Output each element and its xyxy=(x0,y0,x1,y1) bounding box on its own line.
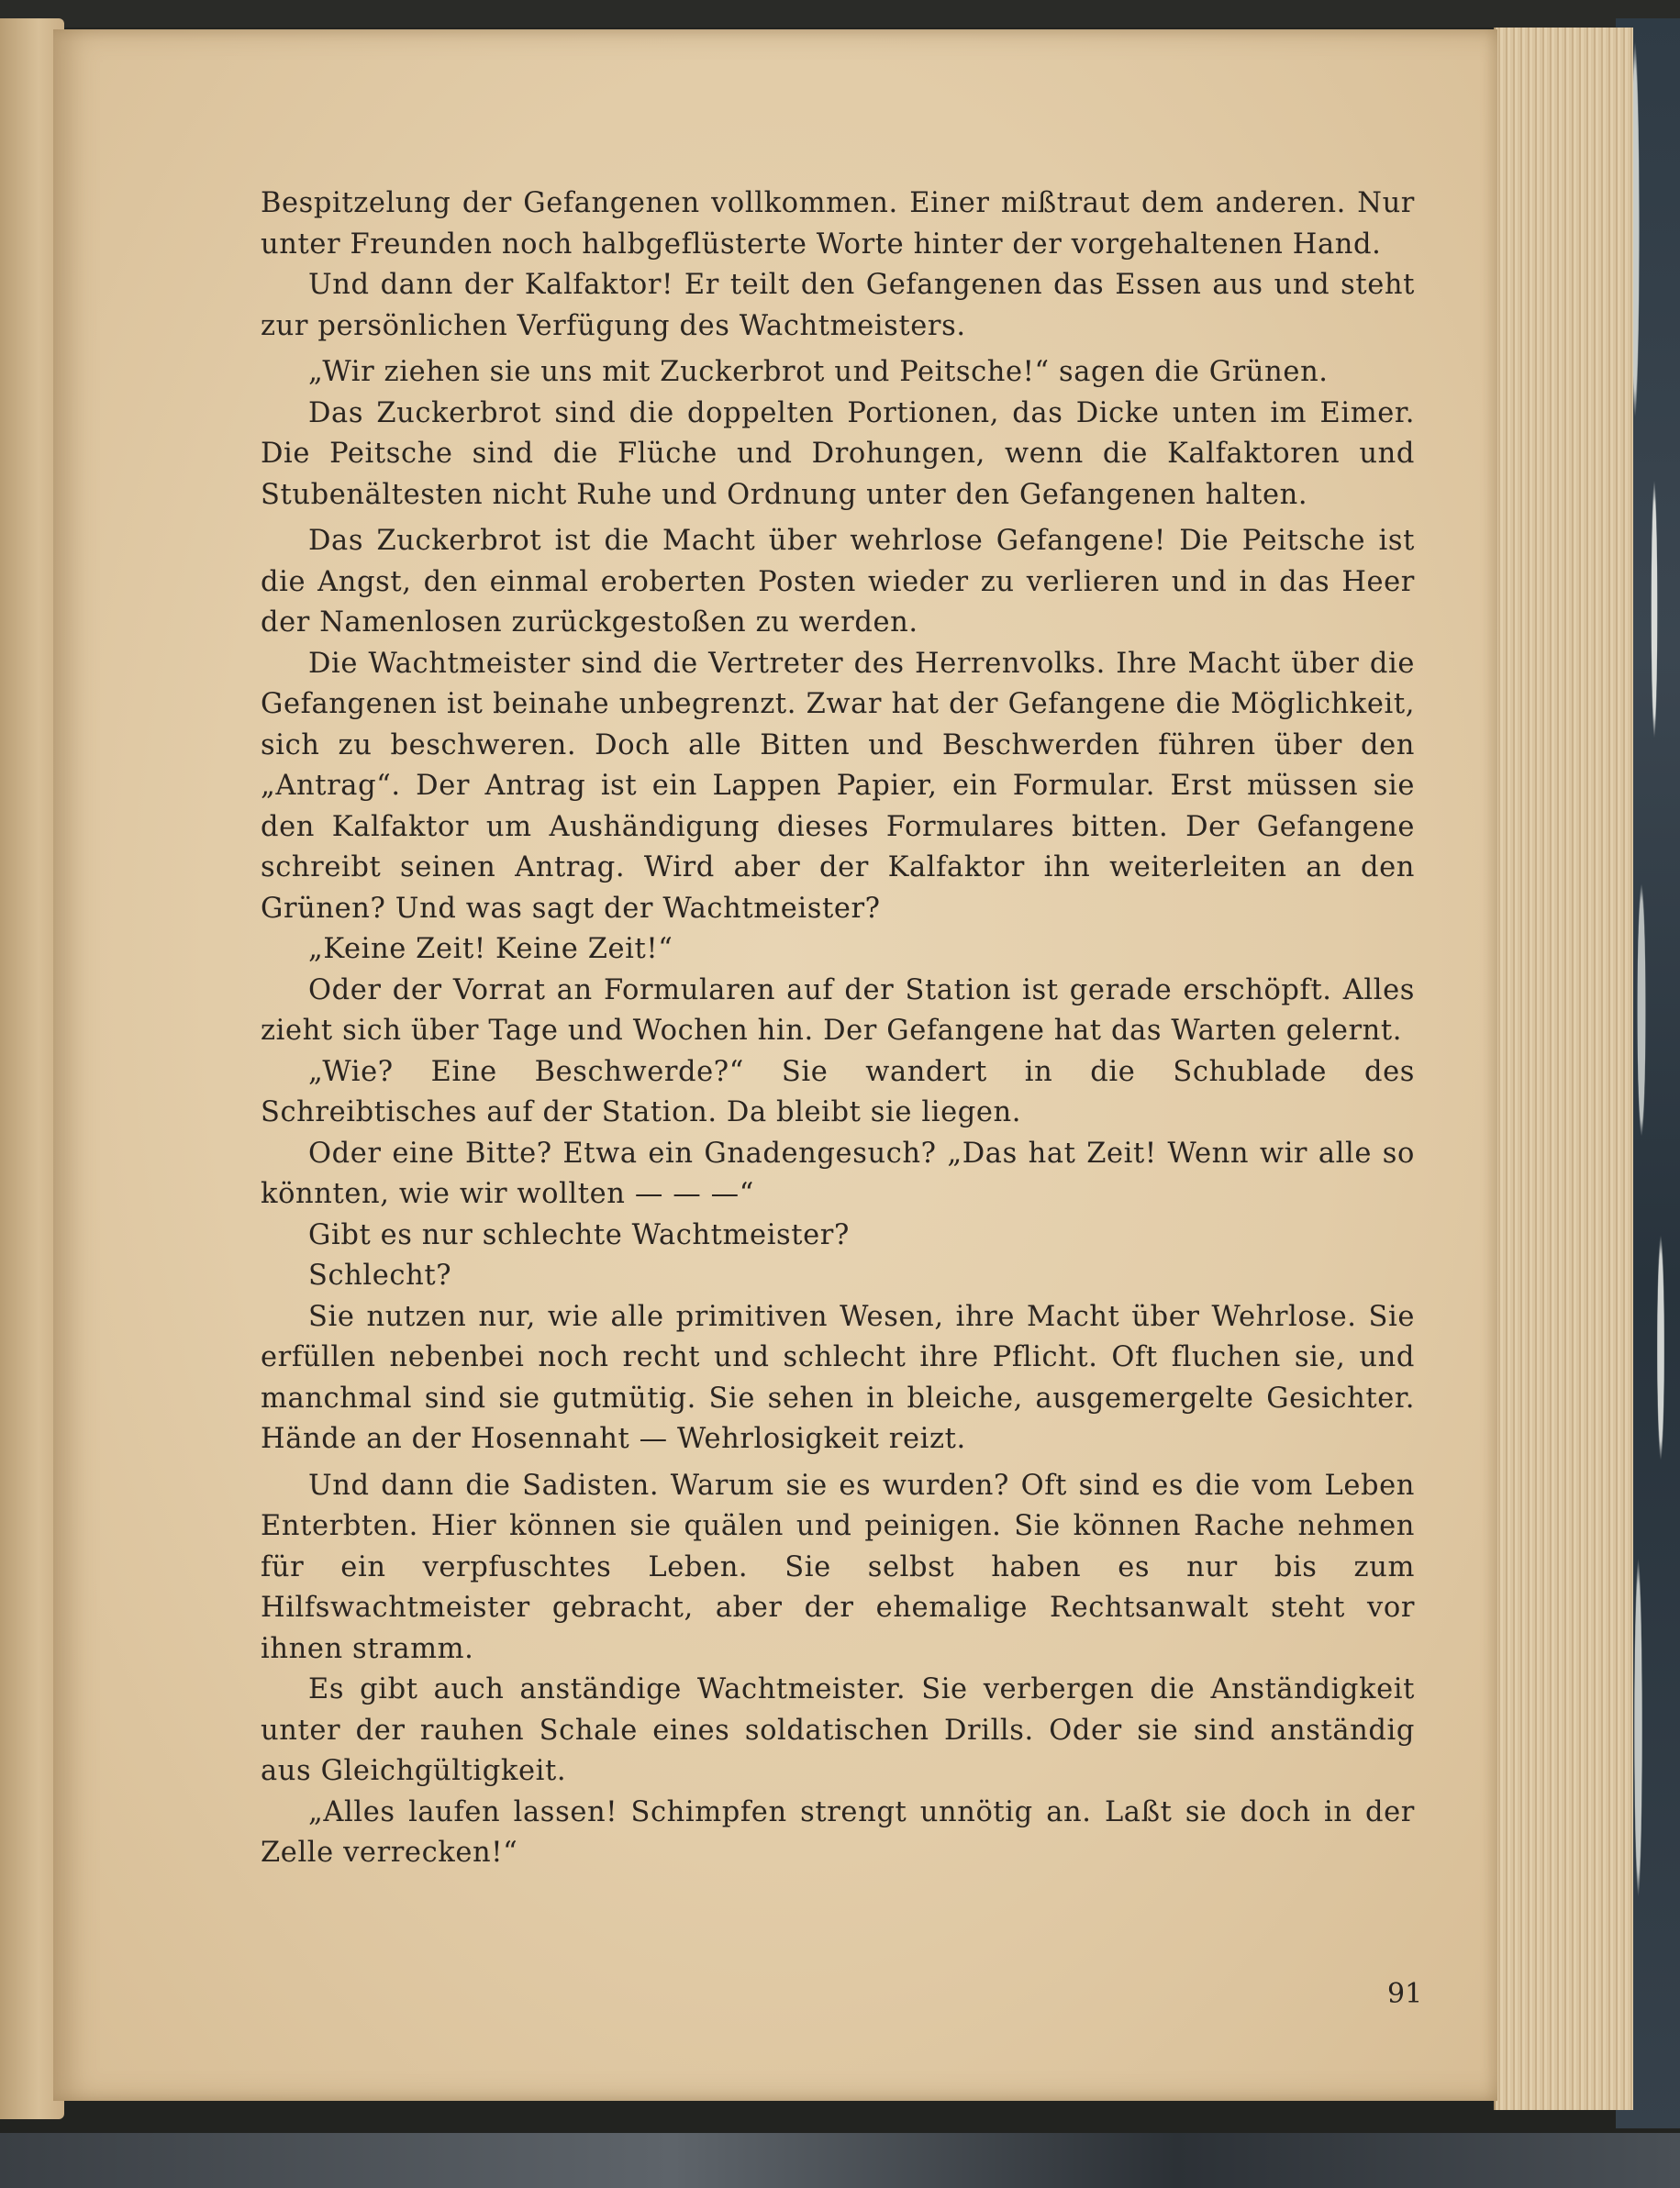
paragraph-9: „Wie? Eine Beschwerde?“ Sie wandert in die Schublade des Schreibtisches auf der Station. Da bleibt sie liegen. xyxy=(261,1055,1415,1128)
paragraph-5: Das Zuckerbrot ist die Macht über wehrlose Gefangene! Die Peitsche ist die Angst, den einmal eroberten Posten wieder zu verlieren und in das Heer der Namenlosen zurückgestoßen zu werden. xyxy=(261,525,1415,639)
page-number: 91 xyxy=(1387,1978,1423,2010)
paragraph-15: Es gibt auch anständige Wachtmeister. Sie verbergen die Anständigkeit unter der rauhen Schale eines soldatischen Drills. Oder sie sind anständig aus Gleichgültigkeit. xyxy=(261,1673,1415,1787)
page-stack xyxy=(1494,28,1633,2110)
paragraph-7: „Keine Zeit! Keine Zeit!“ xyxy=(308,933,673,965)
paragraph-1: Bespitzelung der Gefangenen vollkommen. Einer mißtraut dem anderen. Nur unter Freunden noch halbgeflüsterte Worte hinter der vorgehaltenen Hand. xyxy=(261,187,1415,261)
bottom-edge xyxy=(0,2133,1680,2188)
paragraph-4: Das Zuckerbrot sind die doppelten Portionen, das Dicke unten im Eimer. Die Peitsche sind die Flüche und Drohungen, wenn die Kalfaktoren und Stubenältesten nicht Ruhe und Ordnung unter den Gefangenen halten. xyxy=(261,396,1415,511)
book-page xyxy=(53,29,1497,2101)
top-edge xyxy=(0,0,1680,28)
paragraph-11: Gibt es nur schlechte Wachtmeister? xyxy=(308,1218,850,1251)
paragraph-10: Oder eine Bitte? Etwa ein Gnadengesuch? „Das hat Zeit! Wenn wir alle so könnten, wie wir wollten — — —“ xyxy=(261,1137,1415,1210)
paragraph-13: Sie nutzen nur, wie alle primitiven Wesen, ihre Macht über Wehrlose. Sie erfüllen nebenbei noch recht und schlecht ihre Pflicht. Oft fluchen sie, und manchmal sind sie gutmütig. Sie sehen in bleiche, ausgemergelte Gesichter. Hände an der Hosennaht — Wehrlosigkeit reizt. xyxy=(261,1300,1415,1455)
paragraph-2: Und dann der Kalfaktor! Er teilt den Gefangenen das Essen aus und steht zur persönlichen Verfügung des Wachtmeisters. xyxy=(261,269,1415,342)
paragraph-8: Oder der Vorrat an Formularen auf der Station ist gerade erschöpft. Alles zieht sich über Tage und Wochen hin. Der Gefangene hat das Warten gelernt. xyxy=(261,973,1415,1047)
paragraph-12: Schlecht? xyxy=(308,1260,452,1292)
paragraph-14: Und dann die Sadisten. Warum sie es wurden? Oft sind es die vom Leben Enterbten. Hier können sie quälen und peinigen. Sie können Rache nehmen für ein verpfuschtes Leben. Sie selbst haben es nur bis zum Hilfswachtmeister gebracht, aber der ehemalige Rechtsanwalt steht vor ihnen stramm. xyxy=(261,1469,1415,1665)
paragraph-6: Die Wachtmeister sind die Vertreter des Herrenvolks. Ihre Macht über die Gefangenen ist beinahe unbegrenzt. Zwar hat der Gefangene die Möglichkeit, sich zu beschweren. Doch alle Bitten und Beschwerden führen über den „Antrag“. Der Antrag ist ein Lappen Papier, ein Formular. Erst müssen sie den Kalfaktor um Aushändigung dieses Formulares bitten. Der Gefangene schreibt seinen Antrag. Wird aber der Kalfaktor ihn weiterleiten an den Grünen? Und was sagt der Wachtmeister? xyxy=(261,647,1415,925)
paragraph-16: „Alles laufen lassen! Schimpfen strengt unnötig an. Laßt sie doch in der Zelle verrecken!“ xyxy=(261,1795,1415,1869)
paragraph-3: „Wir ziehen sie uns mit Zuckerbrot und Peitsche!“ sagen die Grünen. xyxy=(308,356,1329,388)
body-text xyxy=(261,183,1415,1874)
